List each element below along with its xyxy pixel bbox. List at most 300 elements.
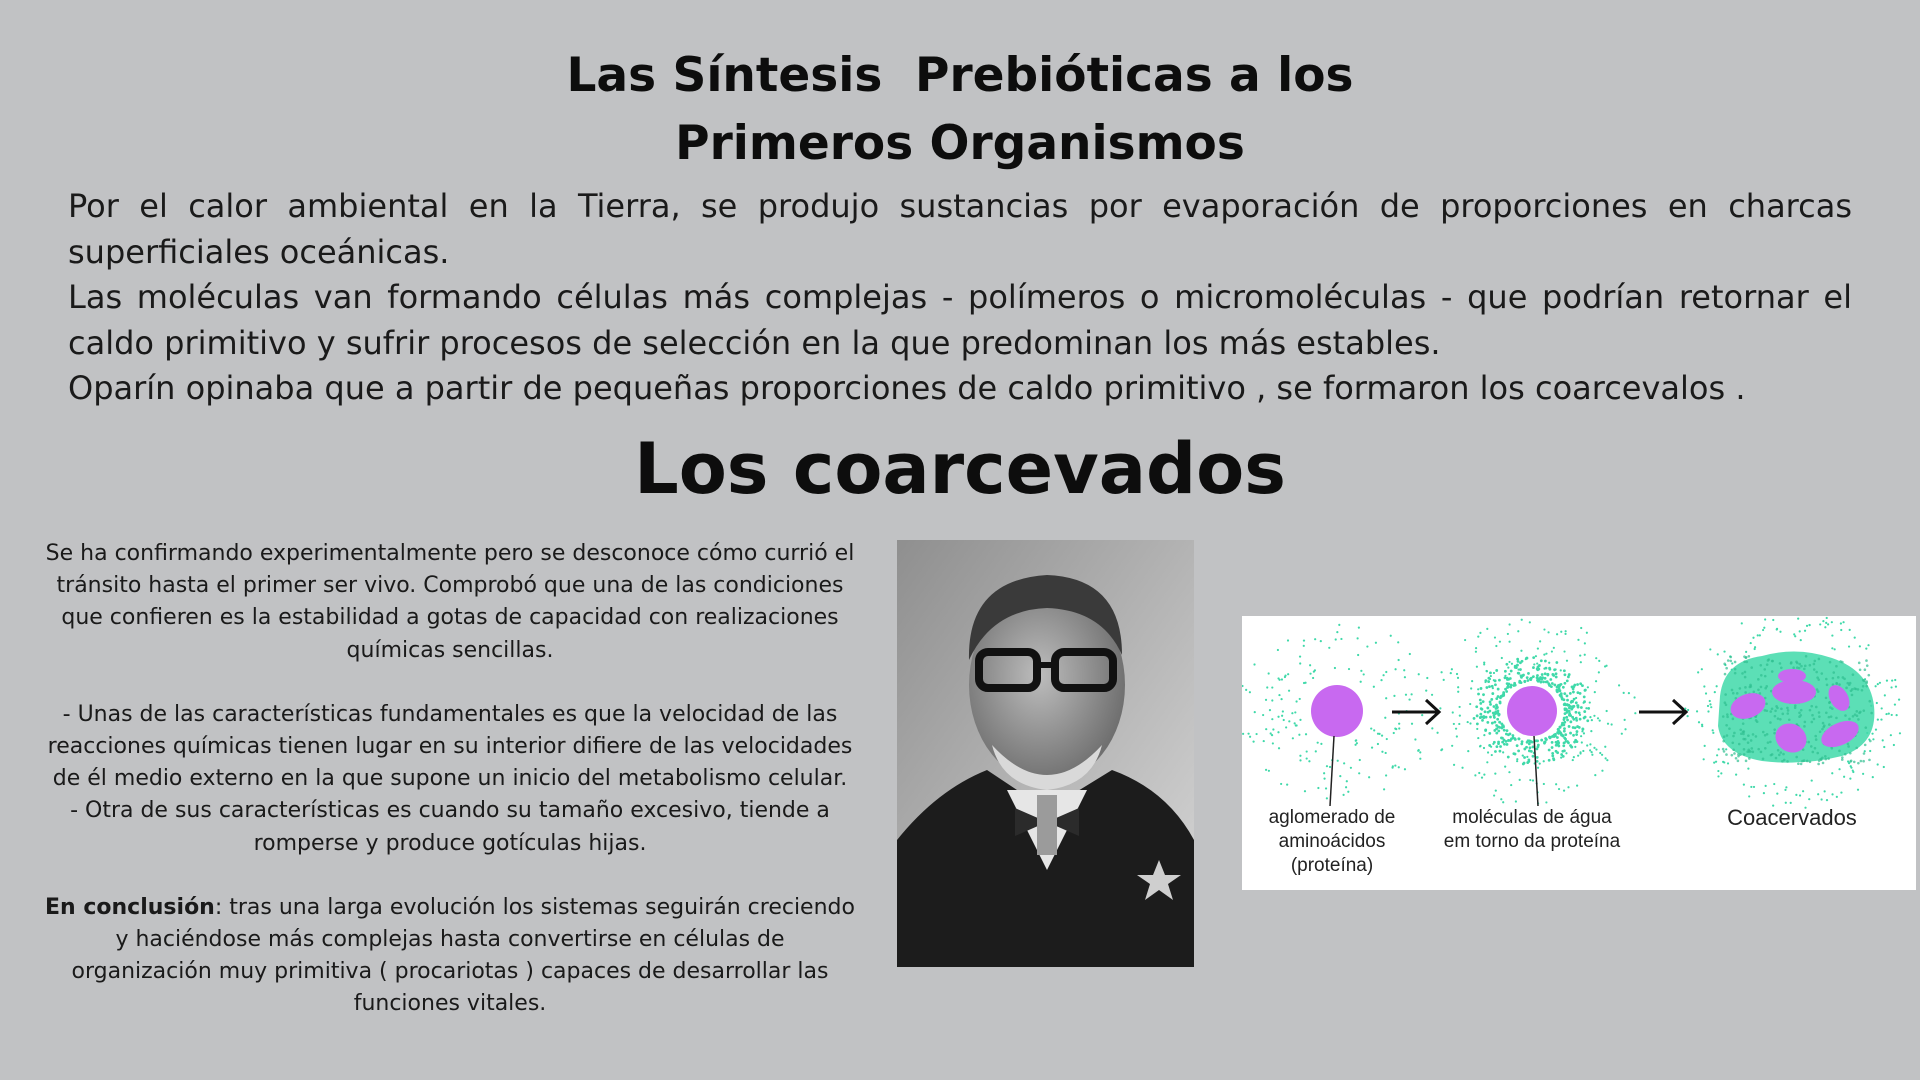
- water-dot: [1725, 703, 1728, 706]
- water-dot: [1703, 758, 1705, 760]
- water-dot: [1516, 658, 1519, 661]
- water-dot: [1778, 754, 1781, 757]
- water-dot: [1754, 648, 1756, 650]
- water-dot: [1738, 743, 1741, 746]
- water-dot: [1589, 701, 1591, 703]
- water-dot: [1493, 794, 1495, 796]
- water-dot: [1779, 751, 1782, 754]
- water-dot: [1740, 732, 1743, 735]
- water-dot: [1567, 741, 1570, 744]
- water-dot: [1854, 637, 1856, 639]
- water-dot: [1265, 728, 1267, 730]
- water-dot: [1382, 674, 1384, 676]
- water-dot: [1568, 673, 1571, 676]
- water-dot: [1451, 668, 1453, 670]
- water-dot: [1479, 713, 1482, 716]
- water-dot: [1561, 698, 1564, 701]
- water-dot: [1539, 681, 1542, 684]
- water-dot: [1709, 648, 1711, 650]
- water-dot: [1299, 755, 1301, 757]
- water-dot: [1586, 632, 1588, 634]
- water-dot: [1355, 740, 1357, 742]
- water-dot: [1551, 754, 1554, 757]
- water-dot: [1473, 717, 1476, 720]
- water-dot: [1781, 713, 1784, 716]
- water-dot: [1495, 727, 1498, 730]
- water-dot: [1847, 743, 1850, 746]
- water-dot: [1566, 719, 1569, 722]
- water-dot: [1383, 788, 1385, 790]
- water-dot: [1788, 718, 1791, 721]
- water-dot: [1696, 710, 1698, 712]
- water-dot: [1893, 744, 1895, 746]
- water-dot: [1831, 793, 1833, 795]
- water-dot: [1593, 715, 1595, 717]
- water-dot: [1862, 685, 1865, 688]
- water-dot: [1764, 675, 1767, 678]
- water-dot: [1857, 789, 1859, 791]
- water-dot: [1436, 732, 1438, 734]
- water-dot: [1584, 689, 1587, 692]
- water-dot: [1576, 785, 1578, 787]
- water-dot: [1385, 697, 1387, 699]
- water-dot: [1471, 680, 1473, 682]
- water-dot: [1709, 700, 1711, 702]
- water-dot: [1552, 735, 1555, 738]
- water-dot: [1548, 736, 1551, 739]
- water-dot: [1457, 677, 1459, 679]
- water-dot: [1291, 712, 1293, 714]
- water-dot: [1394, 727, 1396, 729]
- water-dot: [1287, 639, 1289, 641]
- water-dot: [1827, 623, 1829, 625]
- water-dot: [1495, 669, 1498, 672]
- water-dot: [1779, 718, 1782, 721]
- water-dot: [1752, 690, 1755, 693]
- water-dot: [1817, 763, 1820, 766]
- water-dot: [1384, 717, 1386, 719]
- water-dot: [1489, 703, 1492, 706]
- water-dot: [1723, 650, 1725, 652]
- water-dot: [1263, 740, 1265, 742]
- water-dot: [1815, 706, 1818, 709]
- water-dot: [1490, 698, 1493, 701]
- water-dot: [1304, 790, 1306, 792]
- label-water: [1432, 806, 1632, 854]
- water-dot: [1800, 665, 1803, 668]
- water-dot: [1561, 734, 1564, 737]
- water-dot: [1390, 635, 1392, 637]
- water-dot: [1348, 668, 1350, 670]
- water-dot: [1459, 706, 1461, 708]
- water-dot: [1877, 683, 1879, 685]
- water-dot: [1393, 695, 1395, 697]
- water-dot: [1565, 752, 1567, 754]
- water-dot: [1753, 786, 1755, 788]
- water-dot: [1314, 638, 1316, 640]
- water-dot: [1475, 705, 1478, 708]
- water-dot: [1744, 676, 1747, 679]
- water-dot: [1564, 673, 1567, 676]
- water-dot: [1591, 751, 1593, 753]
- water-dot: [1587, 707, 1590, 710]
- water-dot: [1812, 751, 1815, 754]
- water-dot: [1514, 753, 1517, 756]
- water-dot: [1323, 778, 1325, 780]
- water-dot: [1277, 731, 1279, 733]
- water-dot: [1780, 707, 1783, 710]
- water-dot: [1563, 669, 1566, 672]
- water-dot: [1851, 694, 1854, 697]
- water-dot: [1271, 686, 1273, 688]
- water-dot: [1494, 679, 1497, 682]
- water-dot: [1599, 720, 1601, 722]
- water-dot: [1786, 707, 1789, 710]
- water-dot: [1729, 656, 1732, 659]
- label-protein-line3: (proteína): [1290, 855, 1374, 876]
- water-dot: [1583, 710, 1586, 713]
- water-dot: [1533, 663, 1535, 665]
- water-dot: [1780, 667, 1783, 670]
- water-dot: [1584, 642, 1586, 644]
- water-dot: [1607, 723, 1609, 725]
- water-dot: [1565, 716, 1568, 719]
- water-dot: [1385, 752, 1387, 754]
- water-dot: [1278, 747, 1280, 749]
- water-dot: [1795, 794, 1797, 796]
- water-dot: [1320, 640, 1322, 642]
- water-dot: [1371, 747, 1373, 749]
- water-dot: [1483, 774, 1485, 776]
- water-dot: [1567, 786, 1569, 788]
- water-dot: [1485, 686, 1488, 689]
- water-dot: [1543, 628, 1545, 630]
- water-dot: [1891, 679, 1893, 681]
- water-dot: [1574, 726, 1577, 729]
- water-dot: [1820, 798, 1822, 800]
- water-dot: [1804, 630, 1806, 632]
- water-dot: [1492, 705, 1495, 708]
- water-dot: [1576, 704, 1579, 707]
- water-dot: [1579, 718, 1582, 721]
- water-dot: [1744, 691, 1747, 694]
- water-dot: [1722, 748, 1725, 751]
- water-dot: [1804, 665, 1807, 668]
- conclusion-label: En conclusión: [45, 894, 215, 920]
- water-dot: [1599, 752, 1601, 754]
- water-dot: [1499, 641, 1501, 643]
- water-dot: [1504, 676, 1507, 679]
- water-dot: [1772, 619, 1774, 621]
- water-dot: [1272, 728, 1274, 730]
- water-dot: [1581, 727, 1584, 730]
- water-dot: [1494, 636, 1496, 638]
- water-dot: [1844, 714, 1847, 717]
- water-dot: [1314, 669, 1316, 671]
- water-dot: [1548, 684, 1551, 687]
- water-dot: [1557, 740, 1560, 743]
- page-title-line2: Primeros Organismos: [675, 116, 1245, 171]
- water-dot: [1563, 692, 1566, 695]
- water-dot: [1408, 698, 1410, 700]
- section-heading: Los coarcevados: [634, 428, 1286, 510]
- water-dot: [1782, 753, 1785, 756]
- water-dot: [1398, 766, 1400, 768]
- water-dot: [1500, 798, 1502, 800]
- water-dot: [1393, 732, 1395, 734]
- water-dot: [1725, 748, 1727, 750]
- water-dot: [1555, 744, 1558, 747]
- water-dot: [1798, 715, 1801, 718]
- water-dot: [1507, 667, 1509, 669]
- water-dot: [1837, 676, 1840, 679]
- water-dot: [1861, 689, 1864, 692]
- water-dot: [1249, 736, 1251, 738]
- water-dot: [1480, 687, 1483, 690]
- water-dot: [1848, 645, 1850, 647]
- water-dot: [1440, 671, 1442, 673]
- water-dot: [1496, 745, 1499, 748]
- water-dot: [1320, 743, 1322, 745]
- water-dot: [1271, 734, 1273, 736]
- water-dot: [1490, 675, 1492, 677]
- water-dot: [1339, 775, 1341, 777]
- water-dot: [1803, 725, 1806, 728]
- water-dot: [1864, 668, 1867, 671]
- water-dot: [1733, 752, 1736, 755]
- water-dot: [1495, 707, 1498, 710]
- water-dot: [1713, 761, 1715, 763]
- water-dot: [1884, 694, 1886, 696]
- water-dot: [1765, 785, 1767, 787]
- water-dot: [1576, 730, 1579, 733]
- water-dot: [1807, 741, 1810, 744]
- water-dot: [1749, 684, 1752, 687]
- water-dot: [1742, 722, 1745, 725]
- water-dot: [1539, 763, 1541, 765]
- water-dot: [1295, 724, 1297, 726]
- water-dot: [1356, 742, 1358, 744]
- portrait-photo: [897, 540, 1194, 967]
- water-dot: [1514, 666, 1517, 669]
- water-dot: [1579, 751, 1581, 753]
- water-dot: [1869, 750, 1871, 752]
- water-dot: [1569, 714, 1572, 717]
- water-dot: [1294, 722, 1296, 724]
- water-dot: [1847, 745, 1850, 748]
- water-dot: [1540, 659, 1543, 662]
- water-dot: [1735, 757, 1738, 760]
- water-dot: [1752, 637, 1754, 639]
- water-dot: [1849, 629, 1851, 631]
- water-dot: [1723, 750, 1726, 753]
- water-dot: [1733, 732, 1736, 735]
- water-dot: [1585, 707, 1587, 709]
- water-dot: [1501, 657, 1503, 659]
- water-dot: [1575, 733, 1578, 736]
- water-dot: [1724, 673, 1727, 676]
- water-dot: [1247, 733, 1249, 735]
- water-dot: [1475, 651, 1477, 653]
- water-dot: [1598, 671, 1600, 673]
- water-dot: [1481, 719, 1484, 722]
- water-dot: [1242, 685, 1244, 687]
- water-dot: [1555, 672, 1558, 675]
- water-dot: [1773, 732, 1776, 735]
- water-dot: [1373, 729, 1375, 731]
- water-dot: [1826, 684, 1829, 687]
- water-dot: [1544, 660, 1547, 663]
- water-dot: [1334, 667, 1336, 669]
- water-dot: [1880, 718, 1882, 720]
- water-dot: [1529, 621, 1531, 623]
- water-dot: [1561, 722, 1564, 725]
- water-dot: [1864, 744, 1867, 747]
- water-dot: [1520, 743, 1523, 746]
- water-dot: [1500, 737, 1503, 740]
- water-dot: [1605, 665, 1607, 667]
- water-dot: [1872, 738, 1874, 740]
- water-dot: [1835, 665, 1838, 668]
- water-dot: [1556, 736, 1559, 739]
- label-protein-line1: aglomerado de: [1268, 807, 1396, 828]
- water-dot: [1762, 629, 1764, 631]
- water-dot: [1597, 717, 1599, 719]
- water-dot: [1545, 738, 1548, 741]
- water-dot: [1567, 704, 1570, 707]
- water-dot: [1876, 702, 1878, 704]
- water-dot: [1877, 719, 1879, 721]
- water-dot: [1777, 717, 1780, 720]
- water-dot: [1265, 699, 1267, 701]
- water-dot: [1504, 670, 1507, 673]
- water-dot: [1477, 737, 1479, 739]
- water-dot: [1505, 690, 1508, 693]
- water-dot: [1757, 748, 1760, 751]
- water-dot: [1494, 773, 1496, 775]
- water-dot: [1277, 649, 1279, 651]
- water-dot: [1340, 638, 1342, 640]
- water-dot: [1522, 754, 1524, 756]
- coacervate-diagram: [1242, 616, 1916, 890]
- water-dot: [1829, 661, 1832, 664]
- water-dot: [1744, 671, 1747, 674]
- water-dot: [1549, 678, 1552, 681]
- water-dot: [1499, 745, 1502, 748]
- water-dot: [1303, 639, 1305, 641]
- water-dot: [1743, 655, 1746, 658]
- water-dot: [1519, 779, 1521, 781]
- water-dot: [1858, 712, 1861, 715]
- water-dot: [1553, 668, 1556, 671]
- water-dot: [1551, 650, 1553, 652]
- water-dot: [1575, 711, 1578, 714]
- water-dot: [1584, 654, 1586, 656]
- water-dot: [1595, 748, 1597, 750]
- water-dot: [1566, 680, 1569, 683]
- water-dot: [1394, 764, 1396, 766]
- water-dot: [1750, 642, 1752, 644]
- water-dot: [1898, 699, 1900, 701]
- water-dot: [1528, 742, 1531, 745]
- portrait-illustration: [897, 540, 1194, 967]
- water-dot: [1457, 691, 1459, 693]
- water-dot: [1831, 707, 1834, 710]
- water-dot: [1698, 721, 1700, 723]
- water-dot: [1497, 714, 1500, 717]
- water-dot: [1840, 622, 1842, 624]
- water-dot: [1455, 728, 1457, 730]
- water-dot: [1566, 694, 1569, 697]
- water-dot: [1598, 660, 1600, 662]
- water-dot: [1832, 677, 1835, 680]
- water-dot: [1516, 760, 1518, 762]
- water-dot: [1385, 671, 1387, 673]
- water-dot: [1759, 664, 1762, 667]
- water-dot: [1536, 662, 1538, 664]
- water-dot: [1707, 710, 1709, 712]
- water-dot: [1769, 710, 1772, 713]
- water-dot: [1813, 668, 1816, 671]
- water-dot: [1360, 681, 1362, 683]
- water-dot: [1495, 732, 1498, 735]
- water-dot: [1497, 729, 1500, 732]
- water-dot: [1752, 751, 1755, 754]
- water-dot: [1882, 739, 1884, 741]
- water-dot: [1282, 710, 1284, 712]
- water-dot: [1526, 676, 1529, 679]
- water-dot: [1872, 776, 1874, 778]
- water-dot: [1525, 746, 1528, 749]
- water-dot: [1414, 738, 1416, 740]
- water-dot: [1560, 631, 1562, 633]
- water-dot: [1583, 732, 1585, 734]
- water-dot: [1703, 685, 1705, 687]
- water-dot: [1735, 774, 1737, 776]
- water-dot: [1569, 720, 1572, 723]
- water-dot: [1808, 624, 1810, 626]
- water-dot: [1803, 668, 1806, 671]
- water-dot: [1573, 705, 1576, 708]
- water-dot: [1578, 711, 1581, 714]
- water-dot: [1576, 683, 1579, 686]
- water-dot: [1522, 674, 1525, 677]
- water-dot: [1551, 752, 1554, 755]
- water-dot: [1705, 692, 1707, 694]
- water-dot: [1398, 723, 1400, 725]
- water-dot: [1624, 728, 1626, 730]
- water-dot: [1773, 783, 1775, 785]
- water-dot: [1803, 759, 1806, 762]
- water-dot: [1563, 727, 1566, 730]
- water-dot: [1544, 677, 1547, 680]
- water-dot: [1840, 791, 1842, 793]
- water-dot: [1813, 718, 1816, 721]
- water-dot: [1563, 730, 1566, 733]
- water-dot: [1623, 692, 1625, 694]
- water-dot: [1509, 686, 1512, 689]
- water-dot: [1877, 763, 1879, 765]
- water-dot: [1543, 760, 1545, 762]
- water-dot: [1359, 759, 1361, 761]
- water-dot: [1799, 794, 1801, 796]
- water-dot: [1502, 691, 1505, 694]
- water-dot: [1552, 757, 1555, 760]
- water-dot: [1808, 798, 1810, 800]
- water-dot: [1580, 627, 1582, 629]
- water-dot: [1717, 770, 1719, 772]
- water-dot: [1854, 713, 1857, 716]
